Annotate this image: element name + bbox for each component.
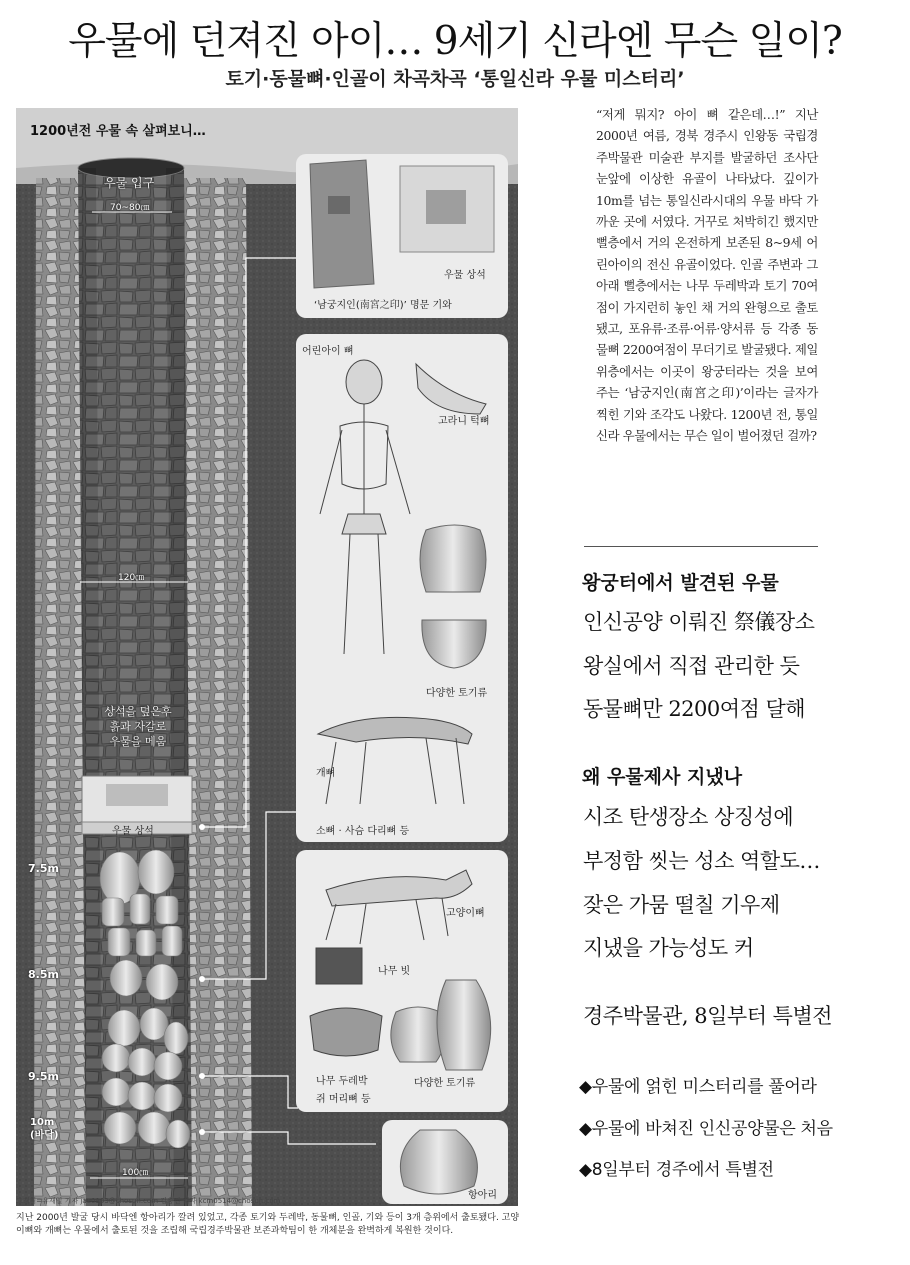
exhibit-notice: 경주박물관, 8일부터 특별전 xyxy=(583,1004,833,1028)
deer-jaw-label: 고라니 턱뼈 xyxy=(438,416,490,427)
dog-bones-label: 개뼈 xyxy=(316,768,336,779)
depth-9-5: 9.5m xyxy=(28,1070,59,1083)
depth-7-5: 7.5m xyxy=(28,862,59,875)
section1-line: 동물뼈만 2200여점 달해 xyxy=(583,697,806,721)
wood-bucket-label: 나무 두레박 xyxy=(316,1076,368,1087)
graphic-title: 1200년전 우물 속 살펴보니… xyxy=(30,124,206,139)
mid-width-label: 120㎝ xyxy=(118,573,145,583)
entrance-width-label: 70~80㎝ xyxy=(110,203,150,213)
section2-line: 부정함 씻는 성소 역할도… xyxy=(583,849,820,873)
bottom-width-label: 100㎝ xyxy=(122,1168,149,1178)
section1-line: 인신공양 이뤄진 祭儀장소 xyxy=(583,610,815,634)
panel-bones-pottery xyxy=(296,334,508,842)
article-body: “저게 뭐지? 아이 뼈 같은데…!” 지난 2000년 여름, 경북 경주시 인왕동 국립경주박물관 미술관 부지를 발굴하던 조사단 눈앞에 이상한 유골이 나타났다. 깊이가 10m를 넘는 통일신라시대의 우물 바닥 가까운 곳에 서였다. 거꾸로 처박히긴 했지만 뻘층에서 거의 온전하게 보존된 8~9세 어린아이의 전신 유골이었다. 인골 주변과 그 아래 뻘층에서는 나무 두레박과 토기 70여점이 가지런히 놓인 채 거의 완형으로 출토됐고, 포유류·조류·어류·양서류 등 각종 동물뼈 2200여점이 무더기로 발굴됐다. 제일 위층에서는 이곳이 왕궁터라는 것을 보여주는 ‘남궁지인(南宮之印)’이라는 글자가 찍힌 기와 조각도 나왔다. 1200년 전, 통일신라 우물에서는 무슨 일이 벌어졌던 걸까? xyxy=(596,107,818,444)
pottery-label-1: 다양한 토기류 xyxy=(426,688,488,699)
subhead: 토기·동물뼈·인골이 차곡차곡 ‘통일신라 우물 미스터리’ xyxy=(225,68,685,90)
section1-head: 왕궁터에서 발견된 우물 xyxy=(582,572,779,594)
related-link[interactable]: ◆우물에 얽힌 미스터리를 풀어라 xyxy=(579,1077,817,1097)
pottery-label-2: 다양한 토기류 xyxy=(414,1078,476,1089)
capstone-label: 우물 상석 xyxy=(112,826,154,837)
section2-head: 왜 우물제사 지냈나 xyxy=(582,766,743,788)
well-infographic xyxy=(16,108,518,1206)
section2-line: 지냈을 가능성도 커 xyxy=(583,936,754,960)
fill-note: 상석을 덮은후 흙과 자갈로 우물을 메움 xyxy=(104,705,172,748)
cat-bones-label: 고양이뼈 xyxy=(446,908,485,919)
well-entrance-label: 우물 입구 xyxy=(104,176,155,190)
depth-8-5: 8.5m xyxy=(28,968,59,981)
photo-caption: 지난 2000년 발굴 당시 바닥엔 항아리가 깔려 있었고, 각종 토기와 두레박, 동물뼈, 인골, 기와 등이 3개 층위에서 출토됐다. 고양이뼈와 개뼈는 우물에서 출토된 것을 조립해 국립경주박물관 보존과학팀이 한 개체분을 완벽하게 복원한 것이다. xyxy=(16,1213,520,1236)
panel-cat-bucket xyxy=(296,850,508,1112)
panel-jar xyxy=(382,1120,508,1204)
graphic-credit: 그래픽=유재일 기자 jae0903@chosun.com 김충민 기자 kcm0514@chosun.com xyxy=(16,1197,281,1205)
section2-line: 시조 탄생장소 상징성에 xyxy=(583,805,794,829)
related-link[interactable]: ◆우물에 바쳐진 인신공양물은 처음 xyxy=(579,1119,833,1139)
wood-comb-label: 나무 빗 xyxy=(378,966,411,977)
rat-skull-label: 쥐 머리뼈 등 xyxy=(316,1094,371,1105)
divider xyxy=(584,546,818,547)
depth-10: 10m (바닥) xyxy=(30,1117,59,1141)
cattle-bones-label: 소뼈 · 사슴 다리뼈 등 xyxy=(316,826,410,837)
child-bones-label: 어린아이 뼈 xyxy=(302,346,354,357)
section2-line: 잦은 가뭄 떨칠 기우제 xyxy=(583,893,780,917)
related-link[interactable]: ◆8일부터 경주에서 특별전 xyxy=(579,1160,774,1180)
well-stone-label: 우물 상석 xyxy=(444,270,486,281)
section1-line: 왕실에서 직접 관리한 듯 xyxy=(583,654,800,678)
tile-inscription-label: ‘남궁지인(南宮之印)’ 명문 기와 xyxy=(314,300,452,311)
panel-tile-stone xyxy=(296,154,508,318)
headline: 우물에 던져진 아이… 9세기 신라엔 무슨 일이? xyxy=(68,19,842,64)
jar-label: 항아리 xyxy=(468,1190,497,1201)
